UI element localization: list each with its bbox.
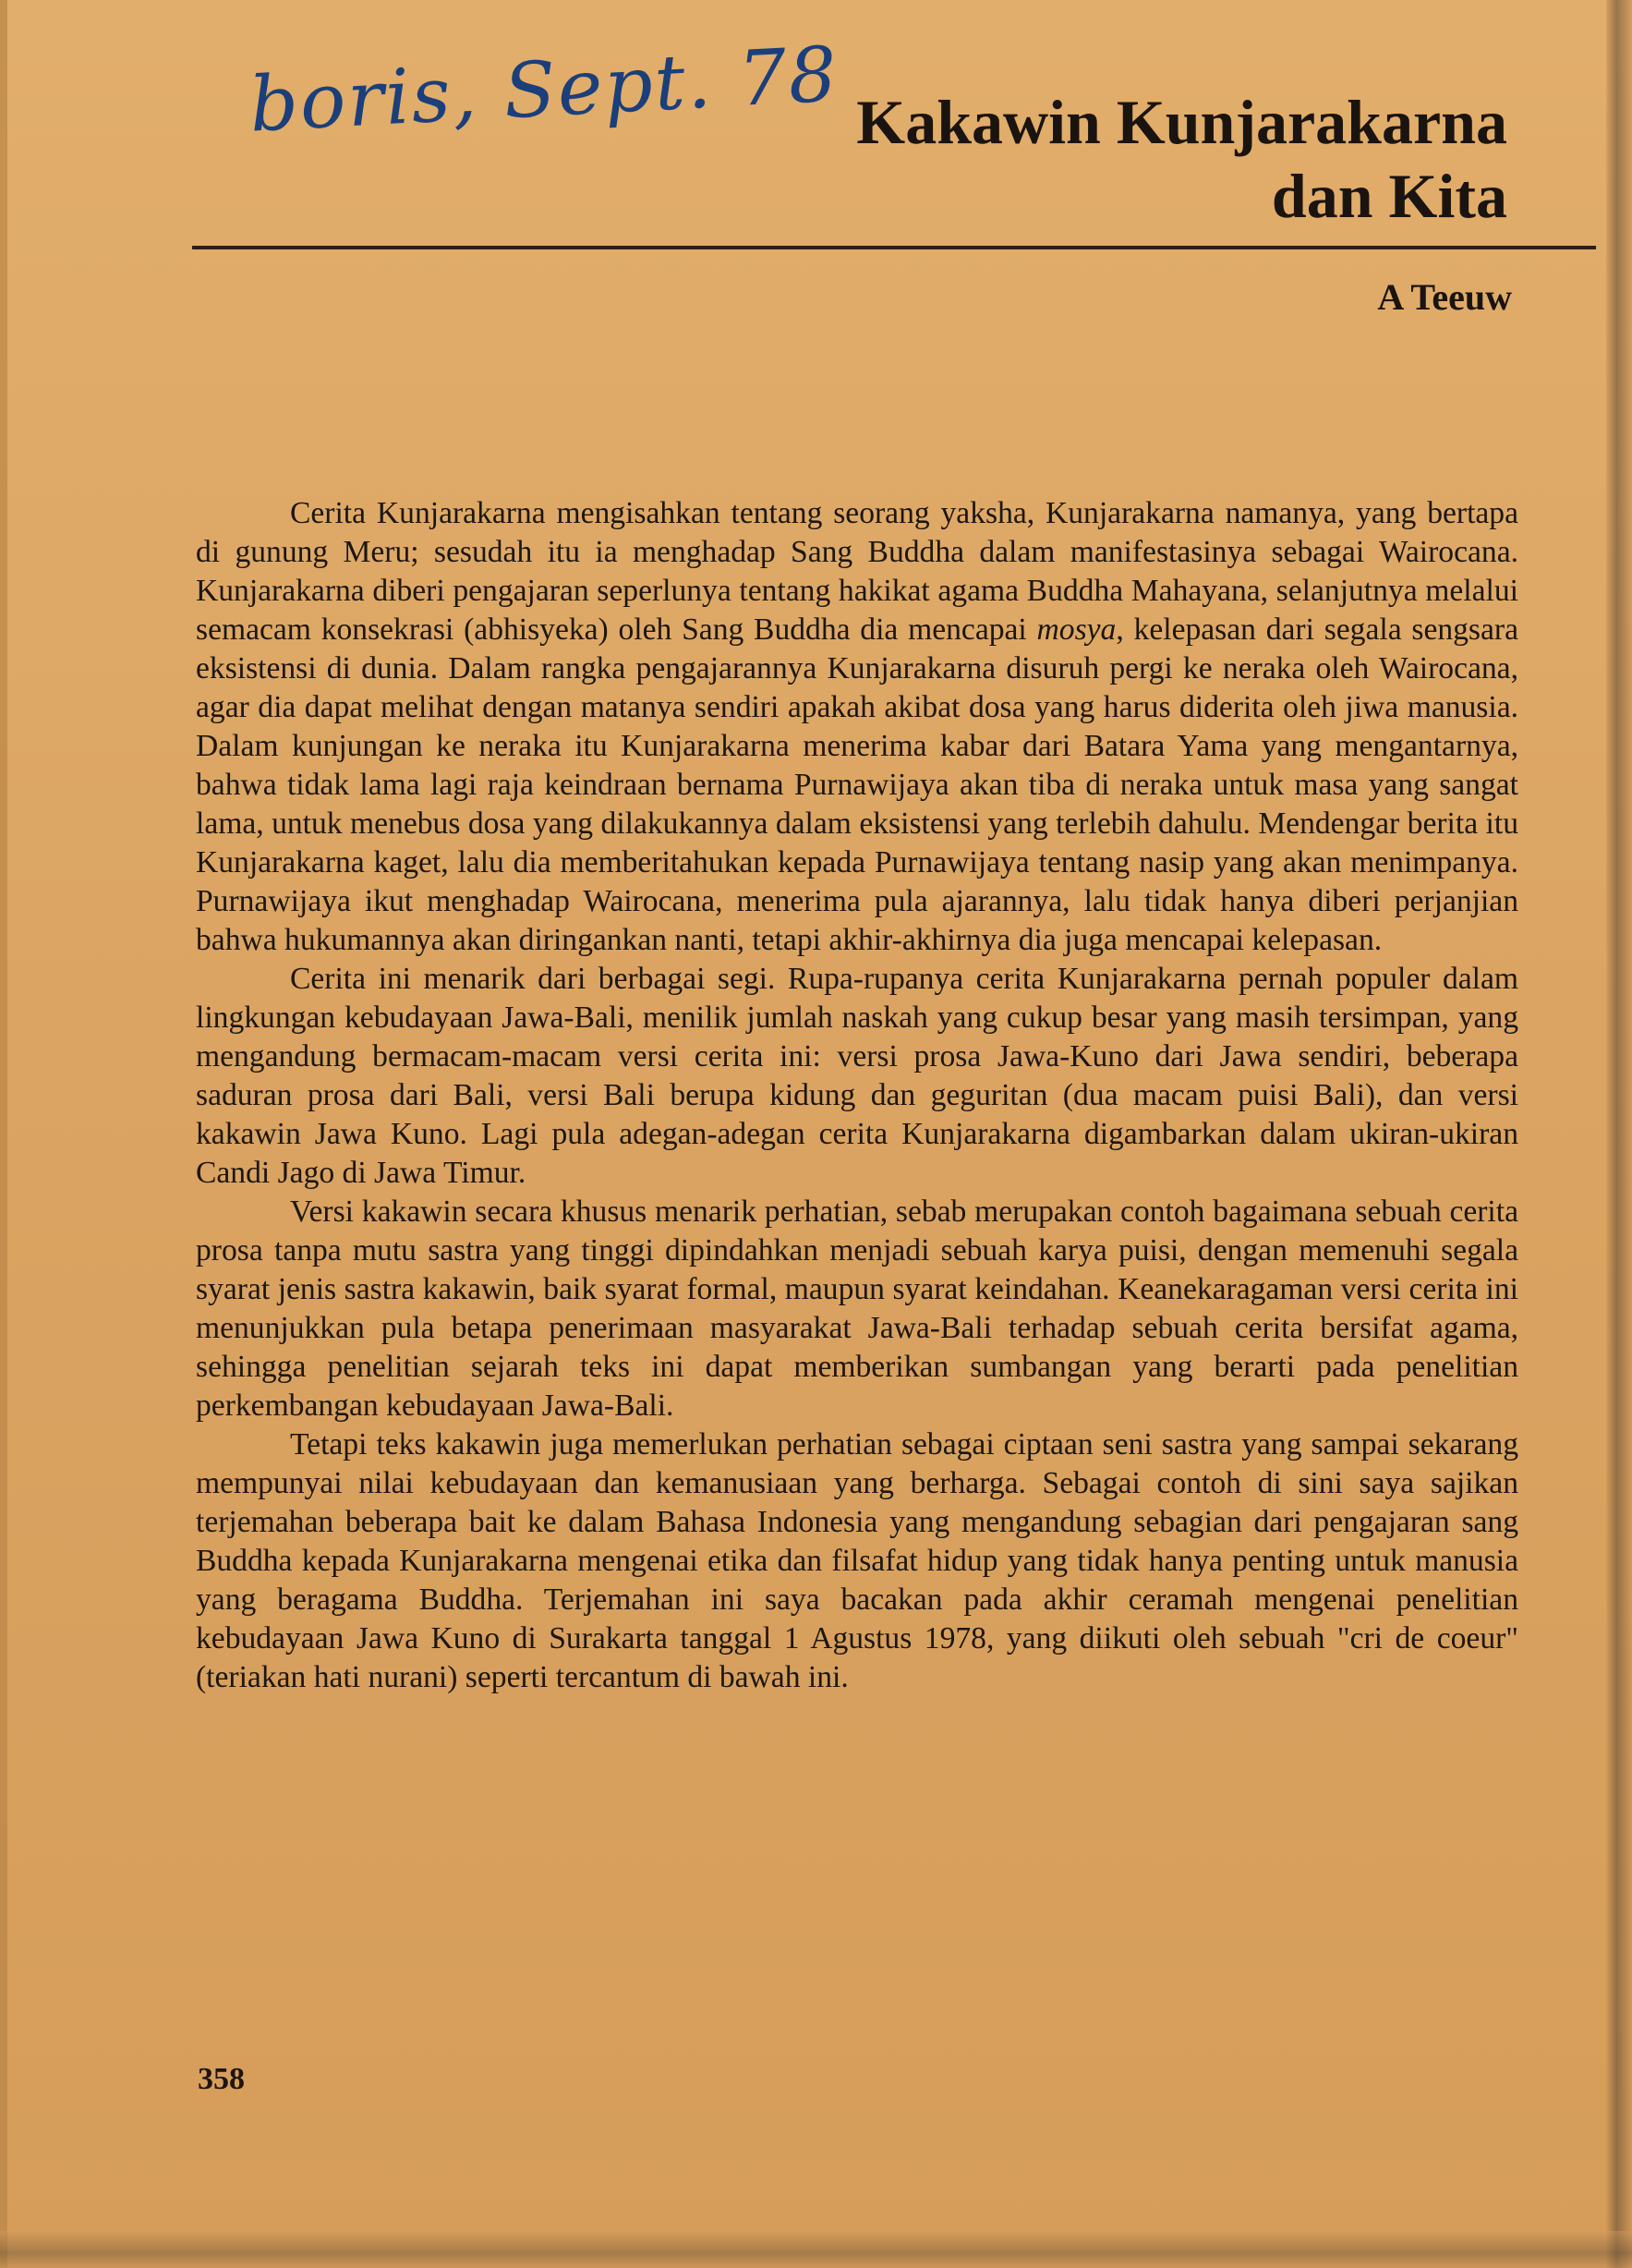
paragraph-1-emphasis: mosya xyxy=(1036,612,1117,647)
article-body xyxy=(196,494,1518,1697)
title-rule xyxy=(192,246,1596,249)
title-line-2: dan Kita xyxy=(1271,161,1507,231)
page-left-edge xyxy=(0,0,7,2268)
page-number: 358 xyxy=(198,2062,245,2096)
paragraph-1-after: , kelepasan dari segala sengsara eksistensi di dunia. Dalam rangka pengajarannya Kunjarakarna disuruh pergi ke neraka oleh Wairocana, agar dia dapat melihat dengan matanya sendiri apakah akibat dosa yang harus diderita oleh jiwa manusia. Dalam kunjungan ke neraka itu Kunjarakarna menerima kabar dari Batara Yama yang mengantarnya, bahwa tidak lama lagi raja keindraan bernama Purnawijaya akan tiba di neraka untuk masa yang sangat lama, untuk menebus dosa yang dilakukannya dalam eksistensi yang terlebih dahulu. Mendengar berita itu Kunjarakarna kaget, lalu dia memberitahukan kepada Purnawijaya tentang nasip yang akan menimpanya. Purnawijaya ikut menghadap Wairocana, menerima pula ajarannya, lalu tidak hanya diberi perjanjian bahwa hukumannya akan diringankan nanti, tetapi akhir-akhirnya dia juga mencapai kelepasan. xyxy=(196,612,1518,957)
page-right-edge xyxy=(1606,0,1632,2268)
paragraph-2: Cerita ini menarik dari berbagai segi. Rupa-rupanya cerita Kunjarakarna pernah populer dalam lingkungan kebudayaan Jawa-Bali, menilik jumlah naskah yang cukup besar yang masih tersimpan, yang mengandung bermacam-macam versi cerita ini: versi prosa Jawa-Kuno dari Jawa sendiri, beberapa saduran prosa dari Bali, versi Bali berupa kidung dan geguritan (dua macam puisi Bali), dan versi kakawin Jawa Kuno. Lagi pula adegan-adegan cerita Kunjarakarna digambarkan dalam ukiran-ukiran Candi Jago di Jawa Timur. xyxy=(196,962,1518,1190)
paragraph-4: Tetapi teks kakawin juga memerlukan perhatian sebagai ciptaan seni sastra yang sampai sekarang mempunyai nilai kebudayaan dan kemanusiaan yang berharga. Sebagai contoh di sini saya sajikan terjemahan beberapa bait ke dalam Bahasa Indonesia yang mengandung sebagian dari pengajaran sang Buddha kepada Kunjarakarna mengenai etika dan filsafat hidup yang tidak hanya penting untuk manusia yang beragama Buddha. Terjemahan ini saya bacakan pada akhir ceramah mengenai penelitian kebudayaan Jawa Kuno di Surakarta tanggal 1 Agustus 1978, yang diikuti oleh sebuah "cri de coeur" (teriakan hati nurani) seperti tercantum di bawah ini. xyxy=(196,1427,1518,1694)
title-line-1: Kakawin Kunjarakarna xyxy=(856,87,1507,157)
handwritten-note: boris, Sept. 78 xyxy=(247,30,841,150)
page-bottom-edge xyxy=(0,2231,1632,2268)
paragraph-1 xyxy=(196,494,1518,960)
article-title xyxy=(856,85,1507,233)
author: A Teeuw xyxy=(1377,276,1512,318)
paragraph-3: Versi kakawin secara khusus menarik perhatian, sebab merupakan contoh bagaimana sebuah cerita prosa tanpa mutu sastra yang tinggi dipindahkan menjadi sebuah karya puisi, dengan memenuhi segala syarat jenis sastra kakawin, baik syarat formal, maupun syarat keindahan. Keanekaragaman versi cerita ini menunjukkan pula betapa penerimaan masyarakat Jawa-Bali terhadap sebuah cerita bersifat agama, sehingga penelitian sejarah teks ini dapat memberikan sumbangan yang berarti pada penelitian perkembangan kebudayaan Jawa-Bali. xyxy=(196,1195,1518,1423)
paragraph-1-before: Cerita Kunjarakarna mengisahkan tentang seorang yaksha, Kunjarakarna namanya, yang bertapa di gunung Meru; sesudah itu ia menghadap Sang Buddha dalam manifestasinya sebagai Wairocana. Kunjarakarna diberi pengajaran seperlunya tentang hakikat agama Buddha Mahayana, selanjutnya melalui semacam konsekrasi (abhisyeka) oleh Sang Buddha dia mencapai xyxy=(196,496,1518,647)
